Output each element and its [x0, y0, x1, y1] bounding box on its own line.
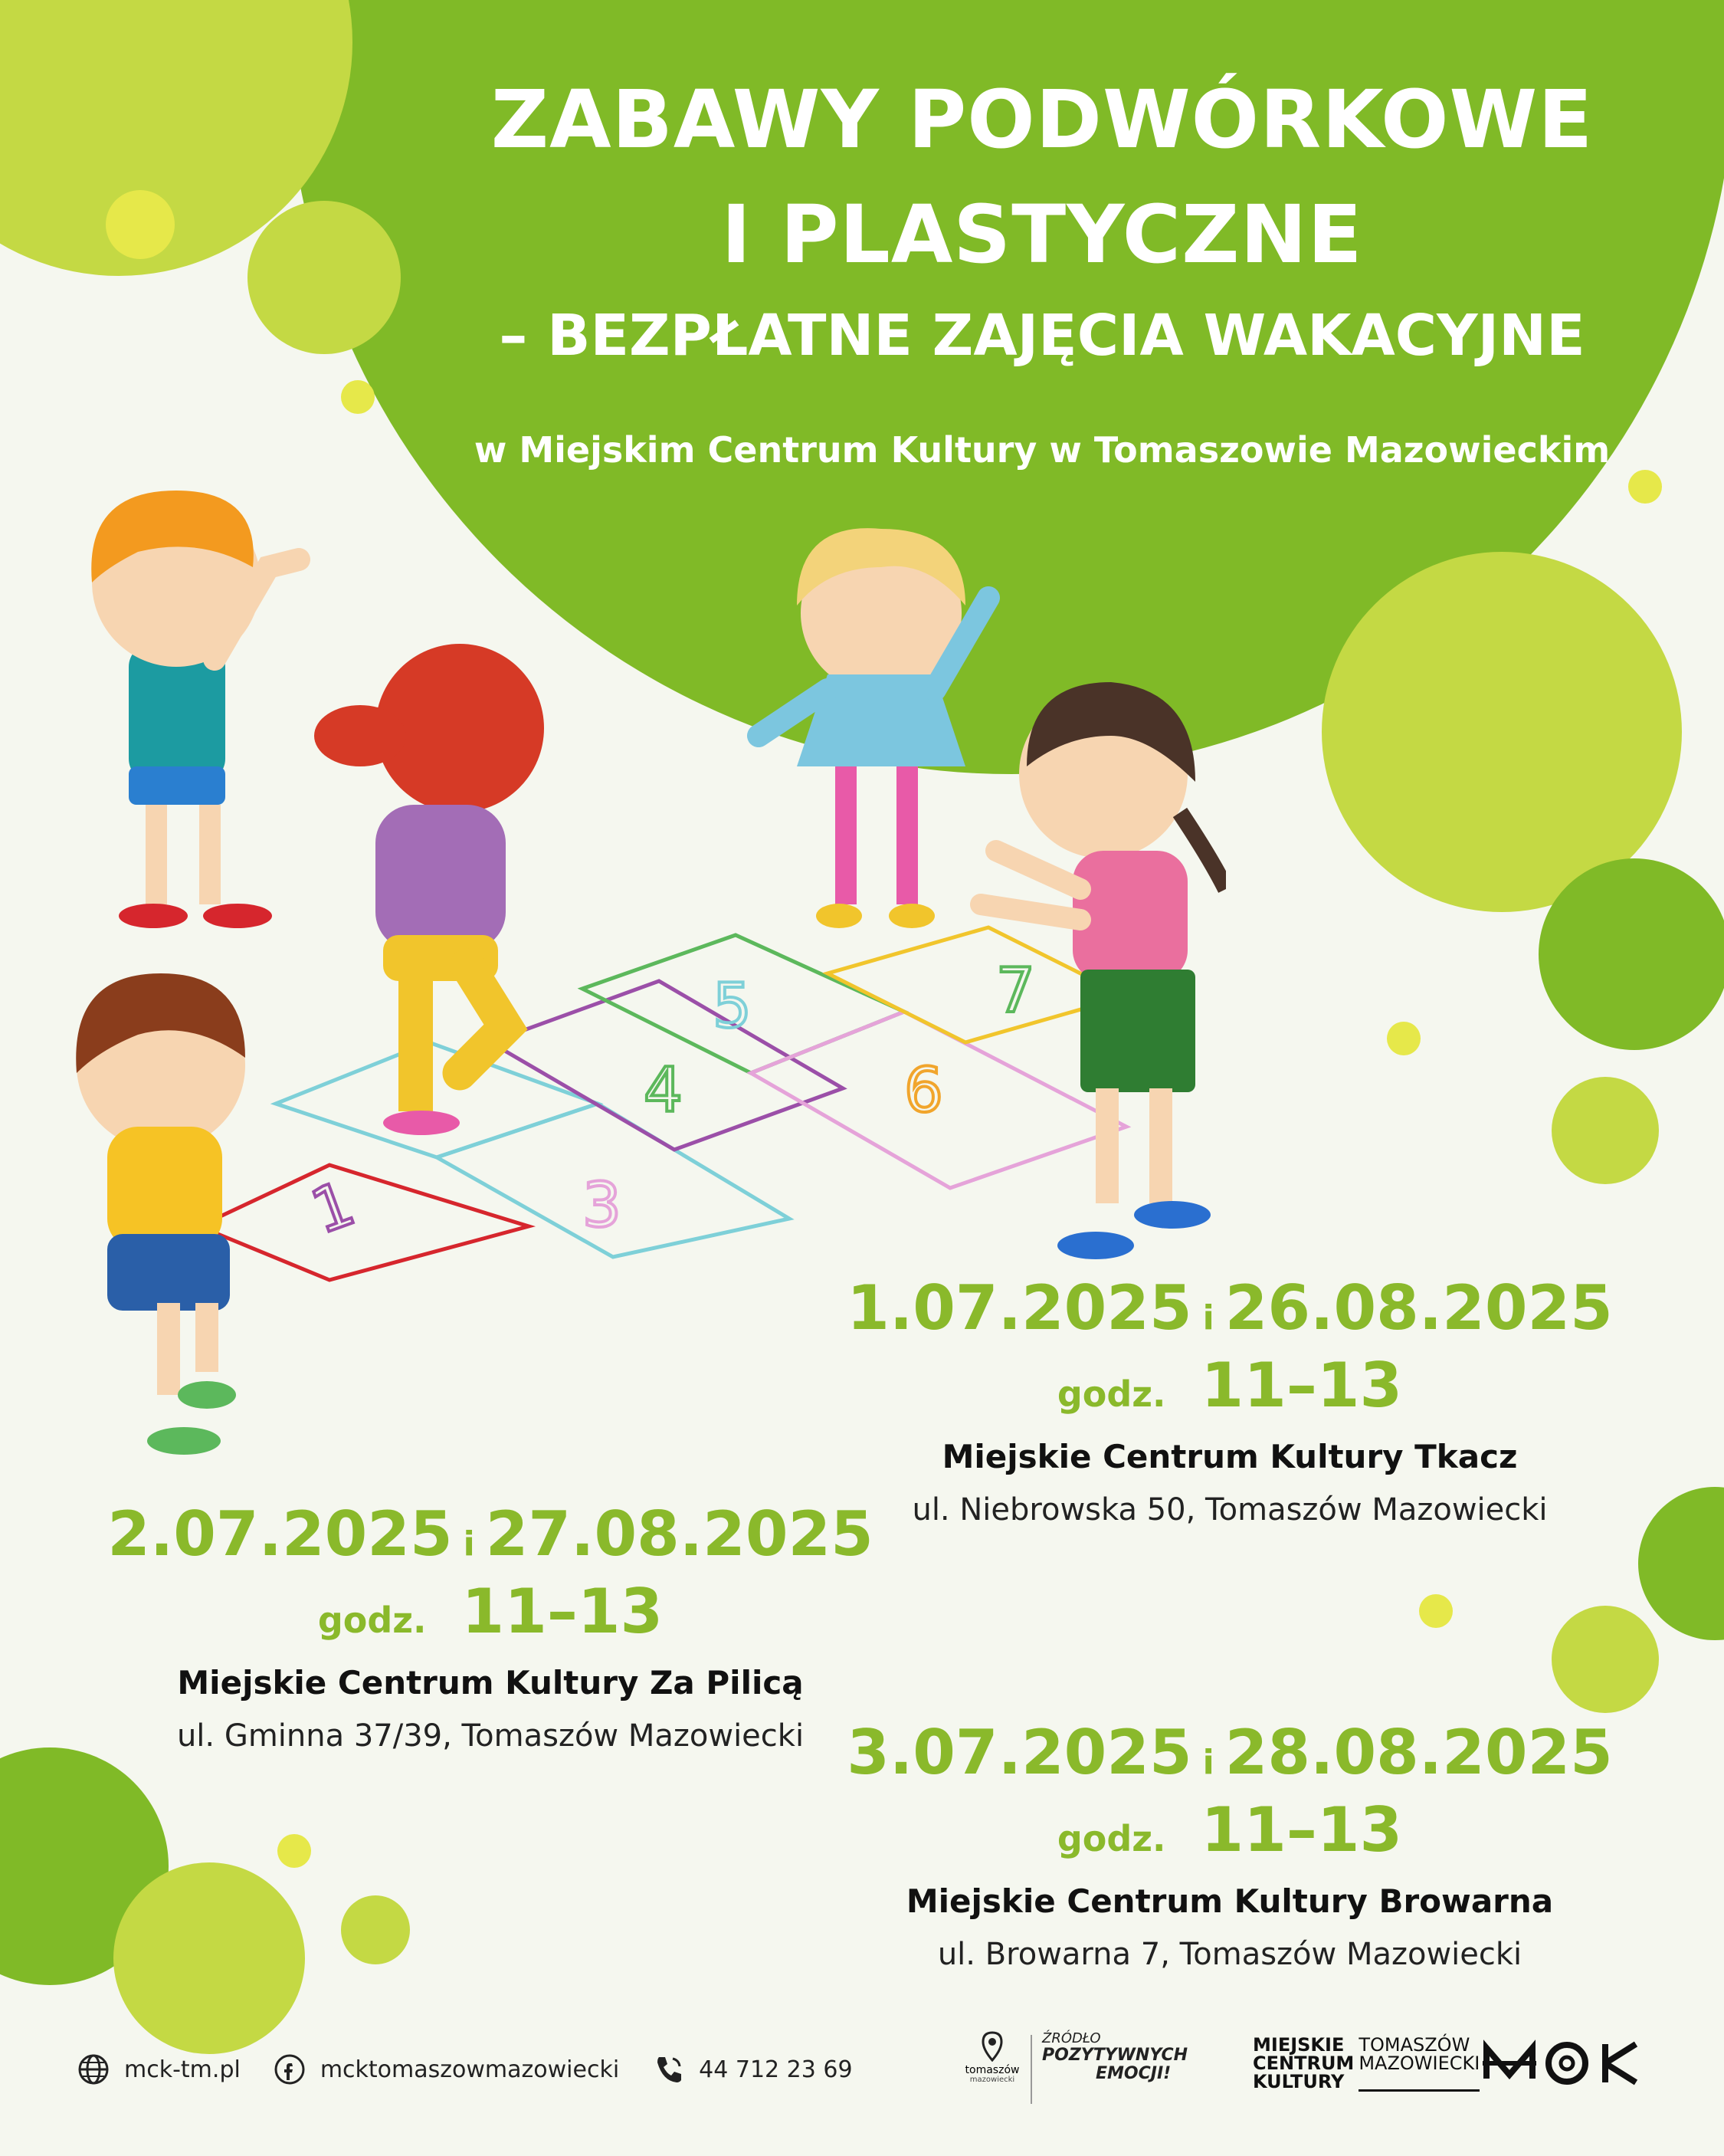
- mck-symbol-icon: [1483, 2036, 1651, 2090]
- mck-logo-left: [1253, 2036, 1354, 2091]
- hopscotch-number: 4: [644, 1055, 683, 1126]
- date-conjunction: i: [463, 1524, 475, 1564]
- boy-orange-hair: [91, 491, 299, 928]
- event-address: ul. Gminna 37/39, Tomaszów Mazowiecki: [176, 1718, 805, 1754]
- slogan-line-1: ŹRÓDŁO: [1042, 2030, 1101, 2046]
- city-sub: mazowiecki: [969, 2076, 1015, 2084]
- time-label: godz.: [1057, 1818, 1166, 1859]
- phone-text: 44 712 23 69: [699, 2056, 853, 2083]
- title-line-1: ZABAWY PODWÓRKOWE: [490, 73, 1594, 166]
- logo-divider: [1031, 2035, 1032, 2104]
- event-2: [107, 1498, 873, 1754]
- time-label: godz.: [1057, 1373, 1166, 1415]
- boy-brown-hair: [76, 973, 245, 1455]
- event-3: [843, 1717, 1617, 1972]
- decor-circle: [1638, 1487, 1724, 1640]
- phone-link[interactable]: [651, 2053, 852, 2086]
- mck-left-line: CENTRUM: [1253, 2053, 1355, 2074]
- hopscotch-number: 6: [904, 1055, 943, 1126]
- hopscotch-number: 7: [996, 955, 1035, 1026]
- mck-left-line: MIEJSKIE: [1253, 2034, 1345, 2056]
- website-link[interactable]: [77, 2053, 241, 2086]
- facebook-link[interactable]: [273, 2053, 619, 2086]
- date-start: 3.07.2025: [847, 1717, 1192, 1788]
- hopscotch-number: 1: [302, 1167, 364, 1248]
- girl-red-hair: [314, 644, 544, 1135]
- event-address: ul. Niebrowska 50, Tomaszów Mazowiecki: [912, 1492, 1548, 1528]
- title-line-2: I PLASTYCZNE: [721, 188, 1363, 281]
- footer-contacts: [77, 2039, 885, 2100]
- title-line-3: – BEZPŁATNE ZAJĘCIA WAKACYJNE: [499, 303, 1585, 369]
- decor-circle: [1628, 470, 1662, 504]
- event-dates: [843, 1717, 1617, 1788]
- decor-circle: [341, 380, 375, 414]
- time-value: 11–13: [1201, 1794, 1403, 1866]
- event-venue: Miejskie Centrum Kultury Browarna: [906, 1882, 1554, 1920]
- girl-blonde: [759, 528, 988, 928]
- time-value: 11–13: [461, 1576, 664, 1647]
- date-conjunction: i: [1202, 1298, 1214, 1337]
- event-dates: [843, 1272, 1617, 1344]
- decor-circle: [341, 1895, 410, 1964]
- event-time: [843, 1794, 1617, 1866]
- event-dates: [107, 1498, 873, 1570]
- mck-right-line: MAZOWIECKI: [1359, 2052, 1480, 2074]
- facebook-text: mcktomaszowmazowiecki: [320, 2056, 620, 2083]
- pin-icon: [981, 2031, 1004, 2062]
- decor-circle: [1552, 1077, 1659, 1184]
- date-end: 28.08.2025: [1224, 1717, 1613, 1788]
- date-end: 26.08.2025: [1224, 1272, 1613, 1344]
- slogan-logo: ŹRÓDŁO POZYTYWNYCH EMOCJI!: [1042, 2030, 1188, 2083]
- globe-icon: [77, 2053, 110, 2086]
- decor-circle: [1419, 1594, 1453, 1628]
- tomaszow-logo: [962, 2031, 1023, 2092]
- mck-right-line: TOMASZÓW: [1359, 2033, 1470, 2056]
- decor-circle: [1552, 1606, 1659, 1713]
- time-value: 11–13: [1201, 1350, 1403, 1421]
- event-time: [107, 1576, 873, 1647]
- phone-icon: [651, 2053, 685, 2086]
- decor-circle: [1539, 858, 1724, 1050]
- event-venue: Miejskie Centrum Kultury Za Pilicą: [177, 1664, 804, 1702]
- decor-circle: [277, 1834, 311, 1868]
- subtitle: w Miejskim Centrum Kultury w Tomaszowie Mazowieckim: [474, 429, 1611, 471]
- event-time: [843, 1350, 1617, 1421]
- slogan-line-2: POZYTYWNYCH: [1042, 2046, 1188, 2065]
- hopscotch-number: 3: [582, 1170, 621, 1241]
- date-start: 2.07.2025: [107, 1498, 453, 1570]
- event-1: [843, 1272, 1617, 1528]
- website-text: mck-tm.pl: [124, 2056, 241, 2083]
- date-start: 1.07.2025: [847, 1272, 1192, 1344]
- date-end: 27.08.2025: [485, 1498, 873, 1570]
- decor-circle: [106, 190, 175, 259]
- mck-left-line: KULTURY: [1253, 2071, 1345, 2092]
- decor-circle: [1387, 1022, 1421, 1055]
- event-address: ul. Browarna 7, Tomaszów Mazowiecki: [937, 1937, 1522, 1972]
- decor-circle: [113, 1862, 305, 2054]
- slogan-line-3: EMOCJI: [1096, 2064, 1164, 2083]
- mck-logo-right: [1359, 2033, 1480, 2092]
- city-name: tomaszów: [965, 2064, 1020, 2076]
- mck-logo: [1253, 2033, 1682, 2094]
- facebook-icon: [273, 2053, 306, 2086]
- hopscotch-number: 5: [713, 970, 752, 1042]
- time-label: godz.: [317, 1600, 427, 1641]
- event-venue: Miejskie Centrum Kultury Tkacz: [942, 1438, 1518, 1475]
- date-conjunction: i: [1202, 1743, 1214, 1782]
